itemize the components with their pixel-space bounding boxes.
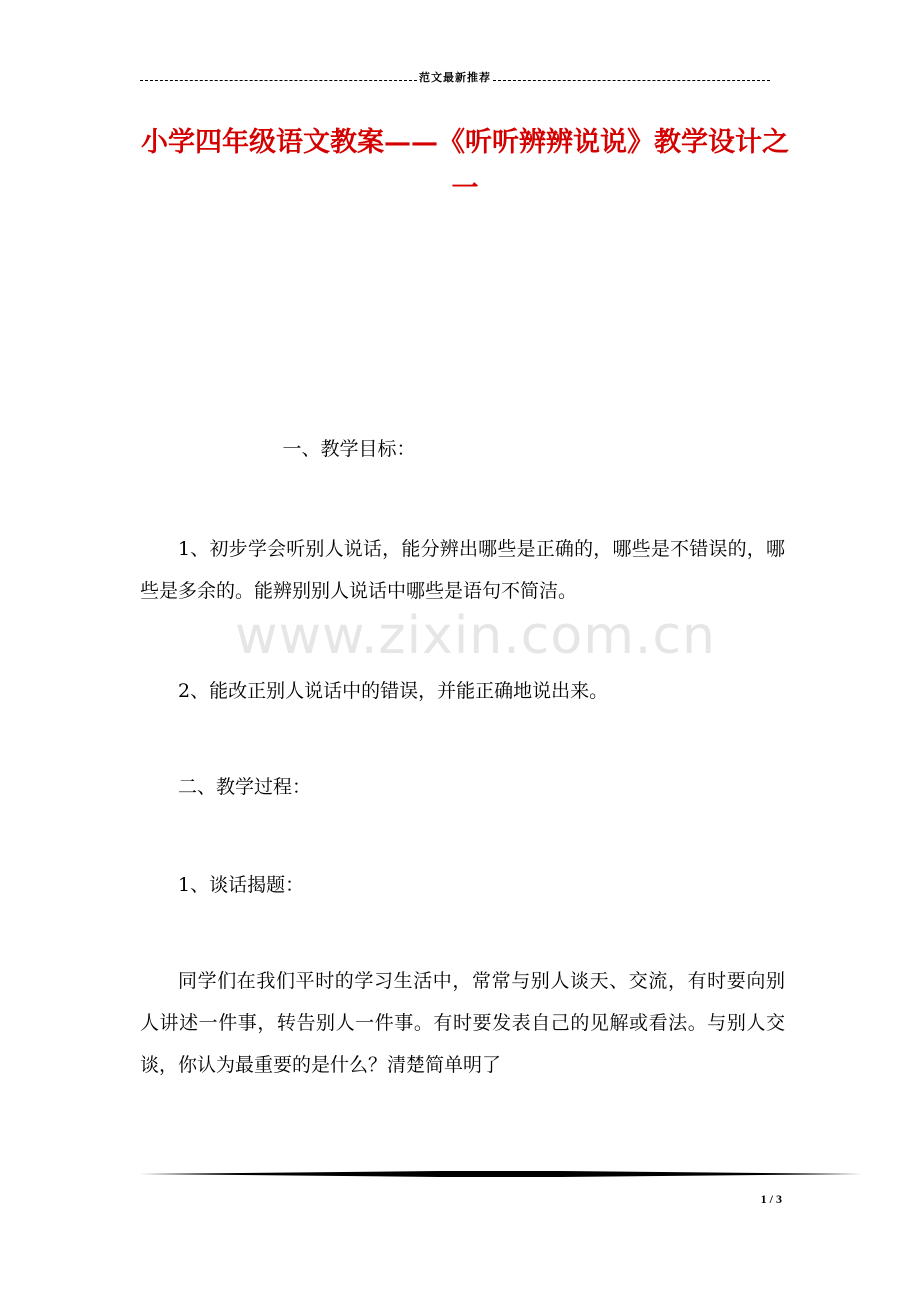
section-heading-objectives: 一、教学目标： — [282, 438, 416, 460]
objective-paragraph-2: 2、能改正别人说话中的错误，并能正确地说出来。 — [178, 680, 609, 702]
header-dash-right — [493, 80, 770, 81]
process-paragraph-1: 同学们在我们平时的学习生活中，常常与别人谈天、交流，有时要向别人讲述一件事，转告别人一件事。有时要发表自己的见解或看法。与别人交谈，你认为最重要的是什么？清楚简单明了 — [140, 970, 785, 1076]
page-number: 1 / 3 — [760, 1192, 782, 1206]
objective-paragraph-1: 1、初步学会听别人说话，能分辨出哪些是正确的，哪些是不错误的，哪些是多余的。能辨别别人说话中哪些是语句不简洁。 — [140, 538, 785, 602]
header-text: 范文最新推荐 — [419, 71, 491, 84]
header-dash-left — [140, 80, 417, 81]
watermark: www.zixin.com.cn — [235, 606, 716, 666]
section-heading-process: 二、教学过程： — [178, 776, 312, 798]
page-header — [140, 68, 770, 88]
footer-rule — [140, 1170, 862, 1178]
document-title: 小学四年级语文教案——《听听辨辨说说》教学设计之一 — [141, 127, 789, 204]
process-step-heading-1: 1、谈话揭题： — [178, 874, 305, 896]
